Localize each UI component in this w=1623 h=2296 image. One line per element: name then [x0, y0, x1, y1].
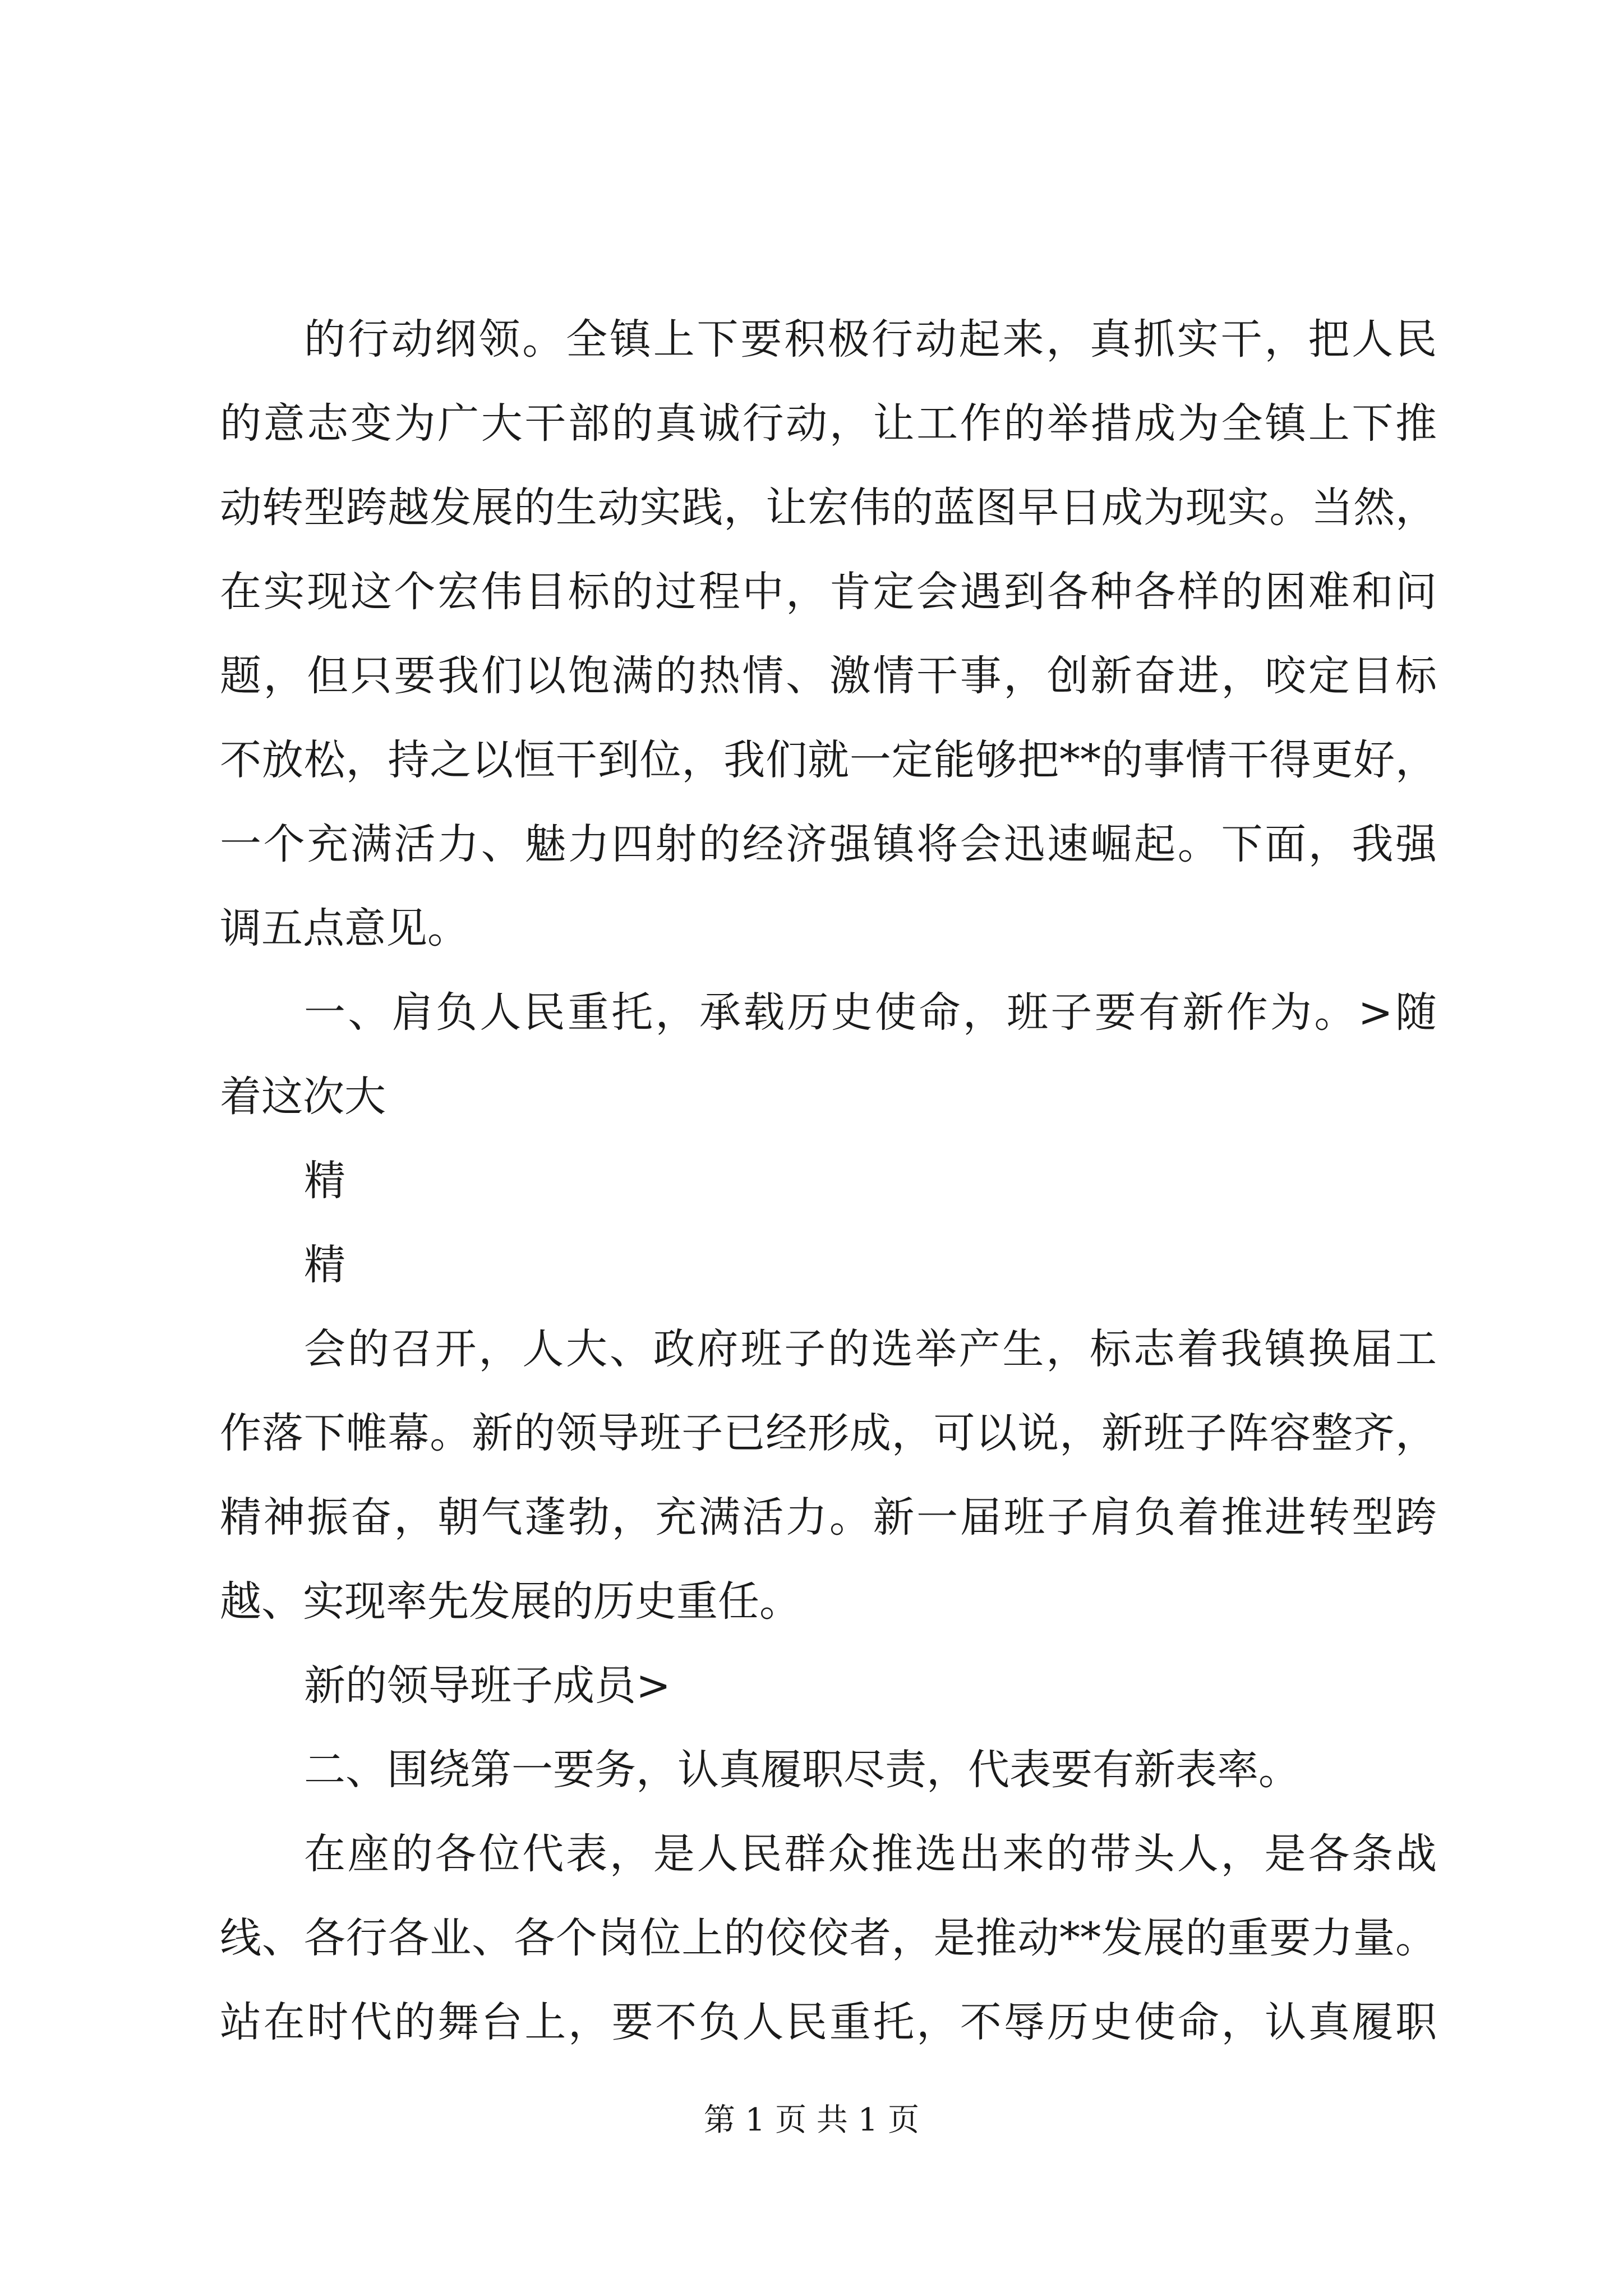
text-line: 站在时代的舞台上，要不负人民重托，不辱历史使命，认真履职	[220, 1998, 1437, 2046]
text-line: 线、各行各业、各个岗位上的佼佼者，是推动**发展的重要力量。	[220, 1914, 1437, 1962]
text-line: 二、围绕第一要务，认真履职尽责，代表要有新表率。	[304, 1746, 1300, 1794]
text-line: 一个充满活力、魅力四射的经济强镇将会迅速崛起。下面，我强	[220, 820, 1437, 868]
text-line: 在实现这个宏伟目标的过程中，肯定会遇到各种各样的困难和问	[220, 568, 1437, 616]
text-line: 越、实现率先发展的历史重任。	[220, 1577, 801, 1626]
text-line: 动转型跨越发展的生动实践，让宏伟的蓝图早日成为现实。当然，	[220, 484, 1437, 532]
text-line: 新的领导班子成员>	[304, 1662, 671, 1710]
text-line: 精	[304, 1157, 345, 1205]
document-body	[220, 297, 1437, 2064]
text-line: 精神振奋，朝气蓬勃，充满活力。新一届班子肩负着推进转型跨	[220, 1493, 1437, 1542]
text-line: 的行动纲领。全镇上下要积极行动起来，真抓实干，把人民	[304, 315, 1437, 364]
text-line: 会的召开，人大、政府班子的选举产生，标志着我镇换届工	[304, 1325, 1437, 1373]
text-line: 的意志变为广大干部的真诚行动，让工作的举措成为全镇上下推	[220, 399, 1437, 448]
text-line: 在座的各位代表，是人民群众推选出来的带头人，是各条战	[304, 1830, 1437, 1878]
text-line: 着这次大	[220, 1073, 386, 1121]
text-line: 精	[304, 1241, 345, 1289]
text-line: 作落下帷幕。新的领导班子已经形成，可以说，新班子阵容整齐，	[220, 1409, 1437, 1457]
text-line: 题，但只要我们以饱满的热情、激情干事，创新奋进，咬定目标	[220, 652, 1437, 700]
text-line: 一、肩负人民重托，承载历史使命，班子要有新作为。>随	[304, 988, 1437, 1037]
text-line: 调五点意见。	[220, 904, 469, 953]
page-footer: 第 1 页 共 1 页	[703, 2102, 920, 2138]
text-line: 不放松，持之以恒干到位，我们就一定能够把**的事情干得更好，	[220, 736, 1437, 784]
